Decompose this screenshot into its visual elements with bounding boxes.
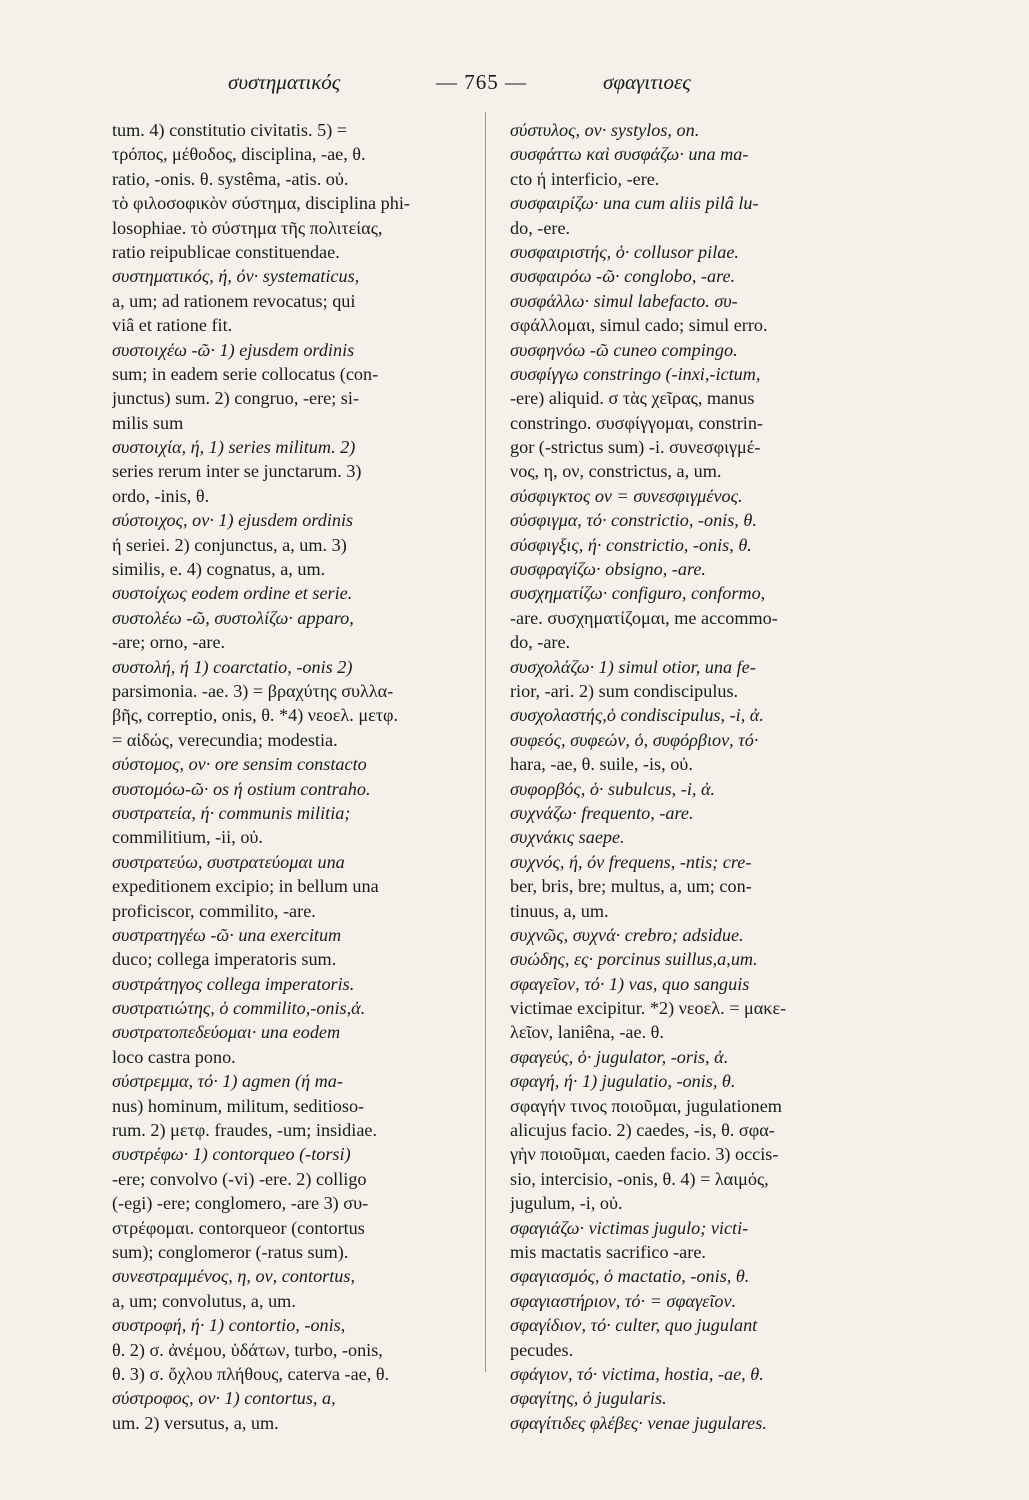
entry-text-line: -ere; convolvo (-vi) -ere. 2) colligo [112, 1168, 367, 1189]
entry-text-line: ber, bris, bre; multus, a, um; con- [510, 876, 752, 897]
entry-headword-line: συσφαιρόω -ῶ· conglobo, -are. [510, 266, 736, 287]
entry-text-line: nus) hominum, militum, seditioso- [112, 1095, 365, 1116]
entry-headword-line: σύσφιγκτος ον = συνεσφιγμένος. [510, 485, 743, 506]
entry-text-line: a, um; convolutus, a, um. [112, 1290, 296, 1311]
entry-text-line: στρέφομαι. contorqueor (contortus [112, 1217, 365, 1238]
entry-headword-line: συσχηματίζω· configuro, conformo, [510, 583, 766, 604]
entry-text-line: rior, -ari. 2) sum condiscipulus. [510, 680, 739, 701]
entry-text-line: proficiscor, commilito, -are. [112, 900, 316, 921]
entry-text-line: commilitium, -ii, οὐ. [112, 827, 263, 848]
entry-text-line: ratio reipublicae constituendae. [112, 241, 340, 262]
entry-text-line: loco castra pono. [112, 1046, 236, 1067]
entry-text-line: ratio, -onis. θ. systêma, -atis. οὐ. [112, 168, 349, 189]
entry-text-line: victimae excipitur. *2) νεοελ. = μακε- [510, 998, 787, 1019]
entry-text-line: a, um; ad rationem revocatus; qui [112, 290, 356, 311]
entry-headword-line: συσχολαστής,ὁ condiscipulus, -i, ἀ. [510, 705, 764, 726]
entry-text-line: sum); conglomeror (-ratus sum). [112, 1241, 349, 1262]
entry-headword-line: συσφηνόω -ῶ cuneo compingo. [510, 339, 738, 360]
entry-text-line: alicujus facio. 2) caedes, -is, θ. σφα- [510, 1120, 775, 1141]
entry-headword-line: σύστρεμμα, τό· 1) agmen (ή ma- [112, 1071, 343, 1092]
entry-headword-line: συσφάλλω· simul labefacto. συ- [510, 290, 738, 311]
entry-headword-line: συσφάττω καὶ συσφάζω· una ma- [510, 144, 749, 165]
entry-headword-line: σφαγεύς, ὁ· jugulator, -oris, ἀ. [510, 1046, 729, 1067]
entry-headword-line: σύσφιγμα, τό· constrictio, -onis, θ. [510, 510, 757, 531]
entry-text-line: jugulum, -i, οὐ. [510, 1193, 623, 1214]
entry-text-line: series rerum inter se junctarum. 3) [112, 461, 362, 482]
entry-text-line: duco; collega imperatoris sum. [112, 949, 337, 970]
entry-headword-line: συσφαιρίζω· una cum aliis pilâ lu- [510, 193, 759, 214]
entry-headword-line: συστράτηγος collega imperatoris. [112, 973, 355, 994]
entry-headword-line: συχνός, ή, όν frequens, -ntis; cre- [510, 851, 752, 872]
entry-headword-line: συσφίγγω constringo (-inxi,-ictum, [510, 363, 761, 384]
entry-text-line: τὸ φιλοσοφικὸν σύστημα, disciplina phi- [112, 193, 410, 214]
entry-text-line: cto ή interficio, -ere. [510, 168, 660, 189]
entry-text-line: junctus) sum. 2) congruo, -ere; si- [112, 388, 359, 409]
entry-text-line: losophiae. τὸ σύστημα τῆς πολιτείας, [112, 217, 383, 238]
entry-headword-line: συστρατοπεδεύομαι· una eodem [112, 1022, 341, 1043]
entry-headword-line: συστρατεύω, συστρατεύομαι una [112, 851, 345, 872]
entry-text-line: rum. 2) μετφ. fraudes, -um; insidiae. [112, 1120, 378, 1141]
entry-headword-line: σύστομος, ον· ore sensim constacto [112, 754, 367, 775]
entry-text-line: do, -ere. [510, 217, 571, 238]
entry-text-line: θ. 3) σ. ὄχλου πλήθους, caterva -ae, θ. [112, 1363, 390, 1384]
entry-text-line: βῆς, correptio, onis, θ. *4) νεοελ. μετφ. [112, 705, 399, 726]
entry-headword-line: συστολή, ή 1) coarctatio, -onis 2) [112, 656, 353, 677]
entry-text-line: σφαγήν τινος ποιοῦμαι, jugulationem [510, 1095, 782, 1116]
entry-headword-line: σύστοιχος, ον· 1) ejusdem ordinis [112, 510, 354, 531]
entry-text-line: hara, -ae, θ. suile, -is, οὐ. [510, 754, 693, 775]
entry-text-line: pecudes. [510, 1339, 574, 1360]
entry-text-line: sio, intercisio, -onis, θ. 4) = λαιμός, [510, 1168, 769, 1189]
entry-text-line: γὴν ποιοῦμαι, caeden facio. 3) occis- [510, 1144, 779, 1165]
entry-headword-line: σφαγίτιδες φλέβες· venae jugulares. [510, 1412, 767, 1433]
entry-headword-line: σφαγίδιον, τό· culter, quo jugulant [510, 1315, 758, 1336]
entry-headword-line: συστηματικός, ή, όν· systematicus, [112, 266, 360, 287]
column-divider [485, 112, 486, 1372]
entry-headword-line: σύσφιγξις, ή· constrictio, -onis, θ. [510, 534, 752, 555]
entry-text-line: -are; orno, -are. [112, 632, 226, 653]
entry-text-line: ή seriei. 2) conjunctus, a, um. 3) [112, 534, 347, 555]
entry-headword-line: συσφαιριστής, ὁ· collusor pilae. [510, 241, 739, 262]
header-left-guideword: συστηματικός [228, 70, 341, 94]
running-header [0, 70, 1029, 104]
entry-headword-line: συστρατιώτης, ὁ commilito,-onis,ἀ. [112, 998, 366, 1019]
entry-text-line: expeditionem excipio; in bellum una [112, 876, 379, 897]
entry-headword-line: σφαγή, ή· 1) jugulatio, -onis, θ. [510, 1071, 736, 1092]
entry-headword-line: συφορβός, ὁ· subulcus, -i, ἀ. [510, 778, 716, 799]
entry-headword-line: σφαγιαστήριον, τό· = σφαγεῖον. [510, 1290, 737, 1311]
entry-text-line: um. 2) versutus, a, um. [112, 1412, 279, 1433]
entry-text-line: sum; in eadem serie collocatus (con- [112, 363, 379, 384]
entry-text-line: νος, η, ον, constrictus, a, um. [510, 461, 722, 482]
entry-headword-line: συστοιχία, ή, 1) series militum. 2) [112, 437, 356, 458]
entry-text-line: mis mactatis sacrifico -are. [510, 1241, 706, 1262]
entry-headword-line: σφάγιον, τό· victima, hostia, -ae, θ. [510, 1363, 764, 1384]
entry-headword-line: συστοίχως eodem ordine et serie. [112, 583, 353, 604]
entry-text-line: parsimonia. -ae. 3) = βραχύτης συλλα- [112, 680, 394, 701]
entry-text-line: -ere) aliquid. σ τὰς χεῖρας, manus [510, 388, 755, 409]
entry-text-line: tum. 4) constitutio civitatis. 5) = [112, 120, 348, 140]
entry-headword-line: συστρατεία, ή· communis militia; [112, 802, 351, 823]
entry-headword-line: σφαγίτης, ὁ jugularis. [510, 1388, 667, 1409]
right-column [510, 118, 878, 1435]
entry-text-line: similis, e. 4) cognatus, a, um. [112, 559, 326, 580]
entry-headword-line: συχνάκις saepe. [510, 827, 625, 848]
entry-headword-line: συστρέφω· 1) contorqueo (-torsi) [112, 1144, 351, 1165]
entry-headword-line: σφαγιασμός, ὁ mactatio, -onis, θ. [510, 1266, 750, 1287]
entry-headword-line: συστομόω-ῶ· os ή ostium contraho. [112, 778, 371, 799]
entry-text-line: constringo. συσφίγγομαι, constrin- [510, 412, 763, 433]
entry-headword-line: συχνάζω· frequento, -are. [510, 802, 694, 823]
entry-text-line: λεῖον, laniêna, -ae. θ. [510, 1022, 664, 1043]
entry-headword-line: σφαγεῖον, τό· 1) vas, quo sanguis [510, 973, 750, 994]
entry-headword-line: σύστυλος, ον· systylos, on. [510, 120, 700, 140]
entry-headword-line: συχνῶς, συχνά· crebro; adsidue. [510, 924, 744, 945]
entry-text-line: milis sum [112, 412, 184, 433]
entry-text-line: θ. 2) σ. ἀνέμου, ὑδάτων, turbo, -onis, [112, 1339, 383, 1360]
entry-headword-line: συστρατηγέω -ῶ· una exercitum [112, 924, 342, 945]
entry-headword-line: συστροφή, ή· 1) contortio, -onis, [112, 1315, 346, 1336]
left-column [112, 118, 480, 1435]
entry-headword-line: συφεός, συφεών, ὁ, συφόρβιον, τό· [510, 729, 759, 750]
entry-headword-line: συσχολάζω· 1) simul otior, una fe- [510, 656, 756, 677]
entry-text-line: = αἰδώς, verecundia; modestia. [112, 729, 338, 750]
entry-text-line: do, -are. [510, 632, 571, 653]
entry-text-line: (-egi) -ere; conglomero, -are 3) συ- [112, 1193, 369, 1214]
entry-text-line: ordo, -inis, θ. [112, 485, 210, 506]
entry-text-line: tinuus, a, um. [510, 900, 609, 921]
entry-headword-line: συστολέω -ῶ, συστολίζω· apparo, [112, 607, 354, 628]
entry-text-line: σφάλλομαι, simul cado; simul erro. [510, 315, 768, 336]
page-number: — 765 — [436, 70, 527, 94]
entry-headword-line: συνεστραμμένος, η, ον, contortus, [112, 1266, 356, 1287]
entry-text-line: gor (-strictus sum) -i. συνεσφιγμέ- [510, 437, 761, 458]
entry-headword-line: συώδης, ες· porcinus suillus,a,um. [510, 949, 758, 970]
entry-text-line: viâ et ratione fit. [112, 315, 233, 336]
entry-text-line: τρόπος, μέθοδος, disciplina, -ae, θ. [112, 144, 366, 165]
entry-headword-line: συστοιχέω -ῶ· 1) ejusdem ordinis [112, 339, 355, 360]
entry-text-line: -are. συσχηματίζομαι, me accommo- [510, 607, 778, 628]
entry-headword-line: σφαγιάζω· victimas jugulo; victi- [510, 1217, 749, 1238]
entry-headword-line: σύστροφος, ον· 1) contortus, a, [112, 1388, 336, 1409]
entry-headword-line: συσφραγίζω· obsigno, -are. [510, 559, 706, 580]
header-right-guideword: σφαγιτιοες [603, 70, 691, 94]
